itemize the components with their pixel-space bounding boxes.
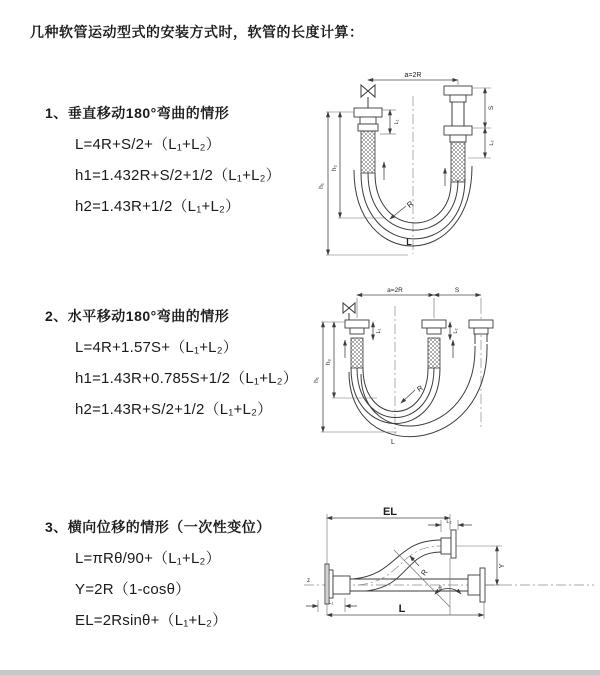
formula-line: L=πRθ/90+（L₁+L₂） [75, 550, 221, 567]
section-1 [45, 103, 281, 222]
formula-line: L=4R+1.57S+（L₁+L₂） [75, 339, 238, 356]
right-fitting [444, 86, 472, 182]
formula-line: Y=2R（1-cosθ） [75, 581, 191, 598]
dim-label-l1: L₁ [328, 600, 334, 606]
formula-line: EL=2Rsinθ+（L₁+L₂） [75, 612, 228, 629]
middle-fitting [422, 320, 446, 368]
page-bottom-edge [0, 670, 600, 675]
section-3 [45, 517, 271, 636]
left-fitting [354, 108, 382, 173]
upper-right-flange [441, 530, 456, 558]
valve-icon [343, 303, 355, 320]
braided-hose-section [351, 338, 363, 368]
braided-hose-section [428, 338, 440, 368]
diagram-vertical-180-bend [308, 68, 598, 262]
page-title: 几种软管运动型式的安装方式时，软管的长度计算： [30, 24, 364, 40]
dimensions [306, 506, 506, 619]
dim-label-l1: L₁ [376, 328, 382, 334]
diagram-lateral-displacement [298, 500, 600, 658]
dimensions [313, 287, 481, 446]
dim-label-s: S [454, 287, 460, 294]
dim-label-h1: h₁ [318, 183, 325, 189]
dim-label-l: L [398, 603, 406, 615]
formula-line: h1=1.43R+0.785S+1/2（L₁+L₂） [75, 370, 298, 387]
lower-right-flange [468, 568, 485, 602]
braided-hose-section [361, 131, 375, 173]
dim-label-l2: L₂ [453, 328, 459, 334]
formula-line: h2=1.43R+S/2+1/2（L₁+L₂） [75, 401, 273, 418]
dim-label-l: L [391, 439, 395, 446]
braided-hose-section [451, 142, 465, 182]
dim-label-a2r: a=2R [387, 287, 403, 294]
dim-label-l2: L₂ [446, 519, 452, 525]
dim-label-l2: L₂ [489, 140, 495, 146]
dim-label-el: EL [382, 506, 398, 518]
dim-label-r: R [415, 383, 425, 394]
valve-icon [361, 85, 375, 108]
section-3-heading: 3、横向位移的情形（一次性变位） [45, 519, 271, 535]
dim-label-a2r: a=2R [404, 72, 422, 79]
dim-label-theta: θ [438, 586, 442, 592]
dim-label-l: L [406, 237, 412, 247]
dim-label-h1: h₁ [313, 377, 320, 383]
flow-arrows [384, 162, 445, 186]
dim-label-h2: h₂ [331, 164, 338, 172]
left-flange [325, 564, 350, 604]
section-2 [45, 306, 298, 425]
formula-line: h1=1.432R+S/2+1/2（L₁+L₂） [75, 167, 281, 184]
section-2-heading: 2、水平移动180°弯曲的情形 [45, 308, 230, 324]
dim-label-h2: h₂ [325, 358, 332, 366]
dim-label-r: R [419, 567, 430, 578]
diagram-horizontal-180-bend [305, 282, 600, 470]
left-fitting [345, 320, 369, 368]
dimensions [318, 72, 495, 255]
dim-label-s: S [488, 105, 495, 111]
formula-line: L=4R+S/2+（L₁+L₂） [75, 136, 221, 153]
formula-line: h2=1.43R+1/2（L₁+L₂） [75, 198, 241, 215]
dim-label-y: Y [499, 563, 506, 569]
displaced-hose [353, 540, 441, 591]
dim-label-r: R [405, 199, 416, 210]
axis-marker: z [307, 578, 310, 584]
section-1-heading: 1、垂直移动180°弯曲的情形 [45, 105, 230, 121]
dim-label-l1: L₁ [394, 119, 400, 125]
